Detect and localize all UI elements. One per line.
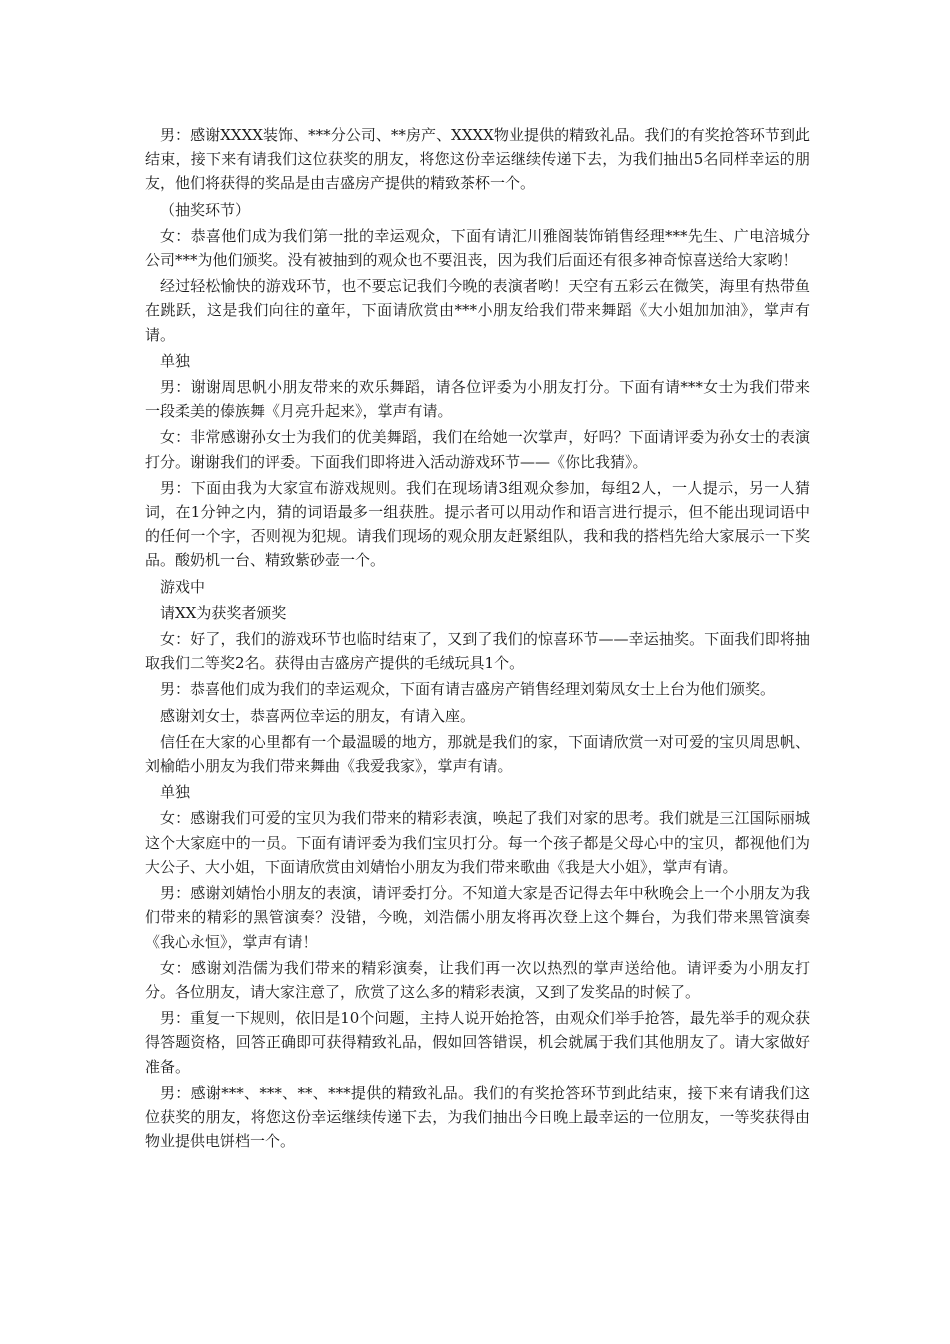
paragraph-3: 女：恭喜他们成为我们第一批的幸运观众，下面有请汇川雅阁装饰销售经理***先生、广电涪城分公司***为他们颁奖。没有被抽到的观众也不要沮丧，因为我们后面还有很多神奇惊喜送给大家哟！ [145,226,810,270]
document-body [145,123,810,1155]
paragraph-15: 单独 [160,783,191,802]
paragraph-13: 感谢刘女士，恭喜两位幸运的朋友，有请入座。 [160,706,476,725]
paragraph-9: 游戏中 [160,577,206,596]
paragraph-8: 男：下面由我为大家宣布游戏规则。我们在现场请3组观众参加，每组2人，一人提示，另一人猜词，在1分钟之内，猜的词语最多一组获胜。提示者可以用动作和语言进行提示，但不能出现词语中的任何一个字，否则视为犯规。请我们现场的观众朋友赶紧组队，我和我的搭档先给大家展示一下奖品。酸奶机一台、精致紫砂壶一个。 [145,478,810,570]
paragraph-20: 男：感谢***、***、**、***提供的精致礼品。我们的有奖抢答环节到此结束，接下来有请我们这位获奖的朋友，将您这份幸运继续传递下去，为我们抽出今日晚上最幸运的一位朋友，一等奖获得由物业提供电饼档一个。 [145,1083,810,1151]
paragraph-10: 请XX为获奖者颁奖 [160,603,287,622]
paragraph-1: 男：感谢XXXX装饰、***分公司、**房产、XXXX物业提供的精致礼品。我们的有奖抢答环节到此结束，接下来有请我们这位获奖的朋友，将您这份幸运继续传递下去，为我们抽出5名同样幸运的朋友，他们将获得的奖品是由吉盛房产提供的精致茶杯一个。 [145,126,810,193]
paragraph-2: （抽奖环节） [160,200,251,219]
paragraph-17: 男：感谢刘婧怡小朋友的表演，请评委打分。不知道大家是否记得去年中秋晚会上一个小朋友为我们带来的精彩的黑管演奏？没错，今晚，刘浩儒小朋友将再次登上这个舞台，为我们带来黑管演奏《我心永恒》，掌声有请！ [145,884,810,951]
paragraph-5: 单独 [160,351,191,370]
paragraph-12: 男：恭喜他们成为我们的幸运观众，下面有请吉盛房产销售经理刘菊凤女士上台为他们颁奖。 [160,680,776,699]
paragraph-16: 女：感谢我们可爱的宝贝为我们带来的精彩表演，唤起了我们对家的思考。我们就是三江国际丽城这个大家庭中的一员。下面有请评委为我们宝贝打分。每一个孩子都是父母心中的宝贝，都视他们为大公子、大小姐，下面请欣赏由刘婧怡小朋友为我们带来歌曲《我是大小姐》，掌声有请。 [145,809,810,876]
paragraph-7: 女：非常感谢孙女士为我们的优美舞蹈，我们在给她一次掌声，好吗？下面请评委为孙女士的表演打分。谢谢我们的评委。下面我们即将进入活动游戏环节——《你比我猜》。 [145,428,810,471]
paragraph-6: 男：谢谢周思帆小朋友带来的欢乐舞蹈，请各位评委为小朋友打分。下面有请***女士为我们带来一段柔美的傣族舞《月亮升起来》，掌声有请。 [145,378,810,421]
paragraph-18: 女：感谢刘浩儒为我们带来的精彩演奏，让我们再一次以热烈的掌声送给他。请评委为小朋友打分。各位朋友，请大家注意了，欣赏了这么多的精彩表演，又到了发奖品的时候了。 [145,958,810,1001]
paragraph-19: 男：重复一下规则，依旧是10个问题，主持人说开始抢答，由观众们举手抢答，最先举手的观众获得答题资格，回答正确即可获得精致礼品，假如回答错误，机会就属于我们其他朋友了。请大家做好准备。 [145,1009,810,1076]
paragraph-11: 女：好了，我们的游戏环节也临时结束了，又到了我们的惊喜环节——幸运抽奖。下面我们即将抽取我们二等奖2名。获得由吉盛房产提供的毛绒玩具1个。 [145,630,810,673]
paragraph-4: 经过轻松愉快的游戏环节，也不要忘记我们今晚的表演者哟！天空有五彩云在微笑，海里有热带鱼在跳跃，这是我们向往的童年，下面请欣赏由***小朋友给我们带来舞蹈《大小姐加加油》，掌声有请。 [145,277,810,344]
paragraph-14: 信任在大家的心里都有一个最温暖的地方，那就是我们的家，下面请欣赏一对可爱的宝贝周思帆、刘榆皓小朋友为我们带来舞曲《我爱我家》，掌声有请。 [145,732,810,776]
